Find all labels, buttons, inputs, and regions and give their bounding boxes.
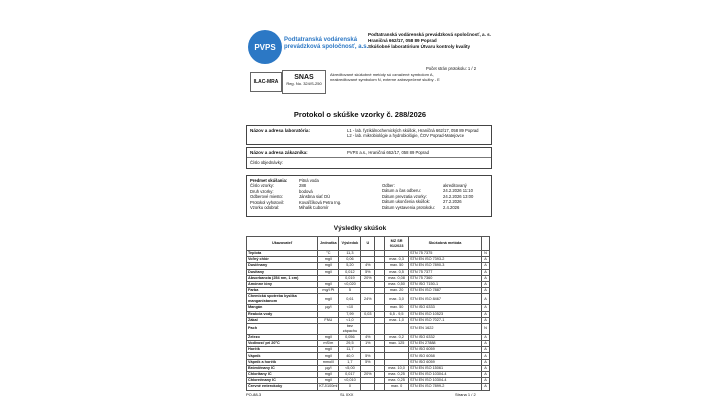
cell-unit: mg/l Pt — [318, 288, 339, 294]
cell-result: 0,012 — [339, 269, 361, 275]
cell-accreditation: A — [482, 365, 490, 371]
cell-method: STN 75 7360 — [409, 275, 482, 281]
cell-unit: mg/l — [318, 378, 339, 384]
sample-left-values — [299, 178, 341, 210]
accreditation-note-1: Akreditované skúšobné metódy sú označené symbolom A, — [330, 72, 434, 77]
cell-accreditation: A — [482, 305, 490, 311]
cell-method: STN ISO 6332 — [409, 334, 482, 340]
cell-accreditation: A — [482, 257, 490, 263]
cell-method: STN EN ISO 7887 — [409, 288, 482, 294]
cell-method: STN ISO 6059 — [409, 359, 482, 365]
page-count: Počet strán protokolu: 1 / 2 — [426, 66, 477, 71]
lab-line-1: L1 - lab. fyzikálnochemických skúšok, Hraničná 662/17, 058 89 Poprad — [347, 128, 479, 133]
sample-rlabel-1: Dátum a čas odberu: — [382, 188, 421, 194]
cell-unit — [318, 323, 339, 334]
cell-method: STN ISO 6058 — [409, 353, 482, 359]
cell-unit: KTJ/100ml — [319, 384, 338, 389]
sample-value-4: Kovaľčíková Petra Ing. — [299, 199, 342, 205]
cell-uncertainty: 24% — [361, 294, 375, 305]
customer-box-label: Názov a adresa zákazníka: — [250, 150, 308, 155]
cell-unit: µg/l — [318, 305, 339, 311]
cell-unit: mg/l — [318, 353, 339, 359]
cell-result: 5,20 — [339, 263, 361, 269]
cell-accreditation: A — [482, 334, 490, 340]
cell-parameter: Mangán — [247, 305, 318, 311]
cell-blank — [375, 294, 385, 305]
sample-value-5: Mihalik Ľubomír — [299, 205, 329, 211]
customer-value: PVPS a.s., Hraničná 662/17, 058 89 Poprad — [347, 150, 429, 155]
brand-line-1: Podtatranská vodárenská — [284, 37, 358, 43]
sample-box — [246, 175, 492, 217]
cell-method: STN EN ISO 7393-2 — [409, 257, 482, 263]
cell-method: STN EN ISO 15061 — [409, 365, 482, 371]
cell-parameter: Farba — [247, 288, 318, 294]
cell-result: 0 — [339, 384, 361, 390]
cell-limit: max. 1,0 — [385, 317, 409, 323]
cell-parameter: Absorbancia (254 nm, 1 cm) — [247, 275, 318, 281]
cell-parameter: Brómičnany IC — [247, 365, 318, 371]
cell-uncertainty: 1% — [361, 341, 375, 347]
cell-uncertainty: 5% — [361, 269, 375, 275]
cell-parameter: Dusičnany — [247, 263, 318, 269]
footer-center: SL 0XX — [340, 392, 354, 397]
cell-unit: mg/l — [318, 334, 339, 340]
sample-label-3: Odberové miesto: — [250, 194, 284, 200]
col-header-accreditation — [482, 237, 490, 251]
cell-result: <10 — [339, 305, 361, 311]
col-header-limit: MZ SR 91/2023 — [385, 237, 409, 251]
cell-unit: mg/l — [318, 263, 339, 269]
company-address: Hraničná 662/17, 058 89 Poprad — [368, 38, 437, 43]
cell-parameter: Zákal — [247, 317, 318, 323]
cell-result: 1,7 — [339, 359, 361, 365]
cell-blank — [375, 323, 385, 334]
cell-accreditation: A — [482, 378, 490, 384]
cell-limit: max. 0,5 — [385, 269, 409, 275]
col-header-result: Výsledok — [339, 237, 361, 251]
protocol-title: Protokol o skúške vzorky č. 288/2026 — [293, 110, 427, 119]
cell-uncertainty: 4% — [361, 334, 375, 340]
snas-reg: Reg. No. 324/S-250 — [286, 81, 322, 86]
sample-right-labels — [382, 183, 435, 210]
cell-blank — [375, 384, 385, 390]
results-table — [246, 236, 490, 391]
sample-label-1: Číslo vzorky: — [250, 183, 274, 189]
cell-limit: max. 10,0 — [385, 365, 409, 371]
cell-accreditation: A — [482, 263, 490, 269]
cell-uncertainty — [361, 323, 375, 334]
cell-result: bez zápachu — [339, 323, 361, 334]
sample-left-labels — [250, 178, 287, 210]
sample-value-3: Jánsbna siať DÚ — [299, 194, 331, 200]
cell-method: STN ISO 6333 — [409, 305, 482, 311]
cell-result: <1,0 — [339, 317, 361, 323]
cell-method: STN ISO 6059 — [409, 347, 482, 353]
cell-parameter: Chloritany IC — [247, 372, 318, 378]
cell-accreditation: A — [482, 281, 490, 287]
cell-method: STN 75 7375 — [409, 251, 482, 257]
cell-unit: mg/l — [318, 372, 339, 378]
table-row — [247, 294, 490, 305]
cell-parameter: Voľný chlór — [247, 257, 318, 263]
lab-name: Skúšobné laboratórium Útvaru kontroly kvality — [368, 44, 471, 49]
cell-unit: mmol/l — [318, 359, 339, 365]
company-name: Podtatranská vodárenská prevádzková spoločnosť, a. s. — [368, 32, 491, 37]
cell-method: STN EN ISO 7899-2 — [409, 384, 482, 390]
cell-unit: µg/l — [318, 365, 339, 371]
cell-accreditation: A — [482, 341, 490, 347]
col-header-unit: Jednotka — [318, 237, 339, 251]
cell-result: 7,99 — [339, 311, 361, 317]
cell-result: 11,7 — [339, 347, 361, 353]
table-row — [247, 384, 490, 390]
cell-parameter: Reakcia vody — [247, 311, 318, 317]
cell-limit: max. 125 — [385, 341, 409, 347]
cell-uncertainty: 20% — [361, 372, 375, 378]
col-header-uncertainty: U — [361, 237, 375, 251]
cell-accreditation: A — [482, 269, 490, 275]
cell-uncertainty — [361, 384, 375, 390]
brand-name — [284, 37, 368, 51]
cell-accreditation: A — [482, 384, 490, 390]
cell-accreditation: A — [482, 353, 490, 359]
cell-limit: max. 50 — [385, 305, 409, 311]
results-body — [247, 251, 490, 391]
cell-uncertainty: 5% — [361, 359, 375, 365]
sample-rvalue-2: 24.2.2026 13:00 — [443, 193, 474, 199]
results-header-row — [247, 237, 490, 251]
cell-accreditation: A — [482, 275, 490, 281]
cell-unit: mg/l — [318, 269, 339, 275]
sample-rvalue-4: 2.4.2026 — [443, 204, 460, 210]
cell-limit: max. 50 — [385, 263, 409, 269]
lab-box — [246, 125, 492, 145]
col-header-parameter: Ukazovateľ — [247, 237, 318, 251]
cell-result: <5,00 — [339, 365, 361, 371]
cell-limit: max. 0,25 — [385, 372, 409, 378]
cell-parameter: Chlorečnany IC — [247, 378, 318, 384]
cell-result: 0,017 — [339, 372, 361, 378]
cell-result: <0,010 — [339, 378, 361, 384]
sample-label-4: Protokol vyhotovil: — [250, 199, 284, 205]
cell-result: 0,056 — [339, 334, 361, 340]
cell-limit: max. 0,25 — [385, 378, 409, 384]
cell-limit: max. 0,50 — [385, 281, 409, 287]
cell-accreditation: A — [482, 311, 490, 317]
cell-unit: FNU — [318, 317, 339, 323]
cell-uncertainty: 5% — [361, 353, 375, 359]
sample-rlabel-2: Dátum prevzatia vzorky: — [382, 193, 427, 199]
footer-form-code: PO-88-3 — [246, 392, 262, 397]
cell-result: 5 — [339, 288, 361, 294]
cell-unit: mg/l — [318, 281, 339, 287]
cell-result: 0,06 — [339, 257, 361, 263]
snas-title: SNAS — [294, 74, 314, 81]
lab-line-2: L2 - lab. mikrobiológie a hydrobiológie, ČOV Poprad-Matejovce — [347, 133, 465, 138]
col-header-method: Skúšobná metóda — [409, 237, 482, 251]
cell-accreditation: N — [482, 251, 490, 257]
company-header — [368, 32, 491, 50]
cell-method: STN EN ISO 10304-4 — [409, 378, 482, 384]
results-title: Výsledky skúšok — [333, 225, 387, 232]
sample-rlabel-3: Dátum ukončenia skúšok: — [382, 199, 430, 205]
cell-uncertainty: 20% — [361, 275, 375, 281]
customer-divider — [247, 157, 491, 158]
cell-result: 0,019 — [339, 275, 361, 281]
order-label: Číslo objednávky: — [250, 160, 284, 165]
cell-uncertainty: 0,03 — [361, 311, 375, 317]
cell-limit: max. 0,2 — [385, 334, 409, 340]
cell-result: <0,020 — [339, 281, 361, 287]
cell-parameter: Vápnik — [247, 353, 318, 359]
cell-parameter: Chemická spotreba kyslíka manganistanom — [247, 294, 318, 305]
sample-rvalue-0: akreditovaný — [443, 183, 467, 188]
cell-limit: max. 3,0 — [385, 294, 409, 305]
customer-box — [246, 147, 492, 169]
cell-limit: max. 20 — [385, 288, 409, 294]
cell-unit: °C — [318, 251, 339, 257]
ilac-mark-icon: ILAC-MRA — [250, 72, 282, 92]
snas-mark-icon — [282, 70, 326, 94]
cell-accreditation: A — [482, 294, 490, 305]
cell-method: STN EN ISO 8467 — [409, 294, 482, 305]
cell-result: 29,5 — [339, 341, 361, 347]
cell-method: STN EN ISO 10304-4 — [409, 372, 482, 378]
cell-unit: mg/l — [318, 347, 339, 353]
sample-value-2: bodová — [299, 188, 313, 194]
cell-accreditation: A — [482, 317, 490, 323]
col-header-blank — [375, 237, 385, 251]
sample-value-1: 288 — [299, 183, 306, 189]
cell-unit: mS/m — [318, 341, 339, 347]
cell-result: 11,3 — [339, 251, 361, 257]
cell-parameter: Horčík — [247, 347, 318, 353]
sample-rvalue-1: 24.2.2026 11:10 — [443, 188, 473, 194]
cell-parameter: Vápnik a horčík — [247, 359, 318, 365]
table-row — [247, 323, 490, 334]
cell-method: STN 75 7377 — [409, 269, 482, 275]
sample-rvalue-3: 27.2.2026 — [443, 199, 462, 205]
cell-method: STN ISO 7150-1 — [409, 281, 482, 287]
cell-parameter: Vodivosť pri 20°C — [247, 341, 318, 347]
sample-rlabel-4: Dátum vystavenia protokolu: — [382, 204, 435, 210]
cell-accreditation: A — [482, 372, 490, 378]
cell-method: STN EN ISO 7027-1 — [409, 317, 482, 323]
cell-parameter: Pach — [247, 323, 318, 334]
cell-accreditation: A — [482, 288, 490, 294]
sample-label-2: Druh vzorky: — [250, 188, 274, 194]
sample-label-5: Vzorku odobral: — [250, 205, 280, 211]
cell-parameter: Črevné enterokoky — [247, 384, 318, 390]
cell-parameter: Teplota — [247, 251, 318, 257]
cell-unit: mg/l — [318, 294, 339, 305]
cell-uncertainty: 4% — [361, 263, 375, 269]
cell-result: 0,61 — [339, 294, 361, 305]
cell-accreditation: N — [482, 323, 490, 334]
cell-method: STN EN 27888 — [409, 341, 482, 347]
sample-rlabel-0: Odber: — [382, 183, 395, 188]
cell-limit: 6,5 - 9,5 — [385, 311, 409, 317]
footer-page-number: Strana 1 / 2 — [455, 392, 476, 397]
cell-accreditation: A — [482, 359, 490, 365]
accreditation-note-2: neakreditované symbolom N, externe zabezpečené služby - E — [330, 77, 440, 82]
logo-text: PVPS — [254, 42, 276, 52]
cell-parameter: Železo — [247, 334, 318, 340]
cell-limit: max. 0,3 — [385, 257, 409, 263]
accreditation-note — [330, 72, 440, 82]
sample-value-0: Pitná voda — [299, 178, 319, 183]
cell-limit: max. 0 — [385, 384, 409, 390]
cell-parameter: Amónne ióny — [247, 281, 318, 287]
cell-parameter: Dusitany — [247, 269, 318, 275]
sample-label-0: Predmet skúšania: — [250, 178, 288, 183]
cell-method: STN EN ISO 7890-3 — [409, 263, 482, 269]
brand-line-2: prevádzková spoločnosť, a.s. — [284, 44, 369, 50]
cell-limit — [385, 323, 409, 334]
pvps-logo-icon — [248, 30, 282, 64]
cell-method: STN EN 1622 — [409, 323, 482, 334]
cell-accreditation: A — [482, 347, 490, 353]
cell-limit: max. 0,08 — [385, 275, 409, 281]
sample-right-values — [443, 183, 473, 210]
cell-unit: mg/l — [318, 257, 339, 263]
cell-method: STN EN ISO 10523 — [409, 311, 482, 317]
lab-box-label: Názov a adresa laboratória: — [250, 128, 310, 133]
cell-result: 40,0 — [339, 353, 361, 359]
